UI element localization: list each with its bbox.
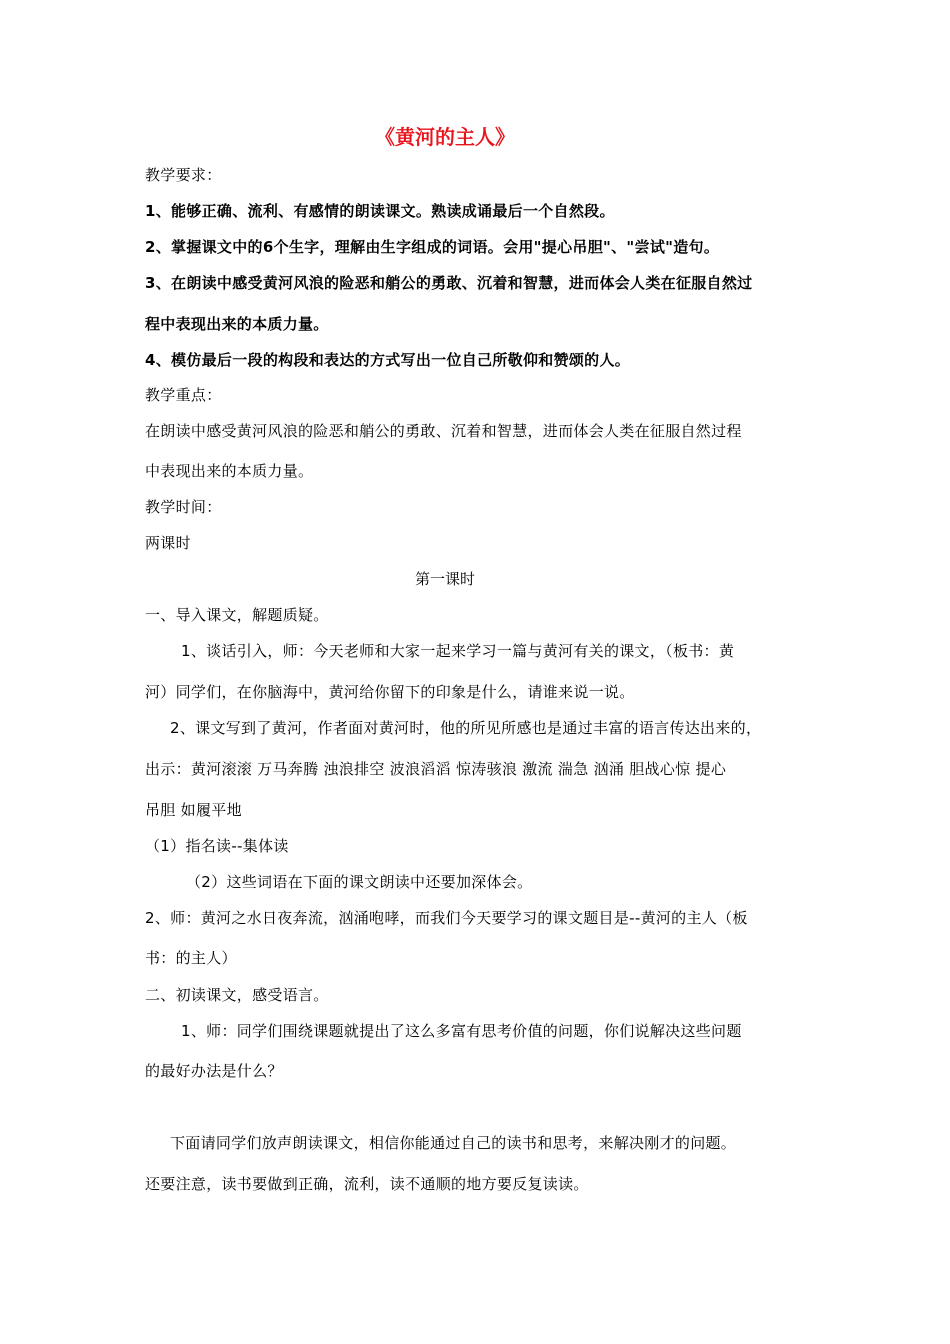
focus-line: 中表现出来的本质力量。 xyxy=(145,462,314,480)
paragraph-line: 还要注意，读书要做到正确，流利，读不通顺的地方要反复读读。 xyxy=(145,1175,589,1193)
section-heading: 二、初读课文，感受语言。 xyxy=(145,986,329,1004)
section-heading: 一、导入课文，解题质疑。 xyxy=(145,606,329,624)
requirement-item: 3、在朗读中感受黄河风浪的险恶和艄公的勇敢、沉着和智慧，进而体会人类在征服自然过 xyxy=(145,274,753,292)
paragraph-line: 书：的主人） xyxy=(145,949,237,967)
paragraph-line: 1、谈话引入，师：今天老师和大家一起来学习一篇与黄河有关的课文，（板书：黄 xyxy=(181,642,735,660)
time-value: 两课时 xyxy=(145,534,191,552)
focus-line: 在朗读中感受黄河风浪的险恶和艄公的勇敢、沉着和智慧，进而体会人类在征服自然过程 xyxy=(145,422,742,440)
paragraph-line: 河）同学们，在你脑海中，黄河给你留下的印象是什么，请谁来说一说。 xyxy=(145,683,635,701)
document-title: 《黄河的主人》 xyxy=(375,125,515,149)
requirement-item: 程中表现出来的本质力量。 xyxy=(145,315,329,333)
requirement-item: 2、掌握课文中的6个生字，理解由生字组成的词语。会用"提心吊胆"、"尝试"造句。 xyxy=(145,238,720,256)
vocab-line: 出示：黄河滚滚 万马奔腾 浊浪排空 波浪滔滔 惊涛骇浪 激流 湍急 汹涌 胆战心惊 提心 xyxy=(145,760,727,778)
paragraph-line: 下面请同学们放声朗读课文，相信你能通过自己的读书和思考，来解决刚才的问题。 xyxy=(170,1134,737,1152)
vocab-line: 吊胆 如履平地 xyxy=(145,801,242,819)
paragraph-line: 1、师：同学们围绕课题就提出了这么多富有思考价值的问题，你们说解决这些问题 xyxy=(181,1022,742,1040)
focus-heading: 教学重点： xyxy=(145,386,222,404)
paragraph-line: 2、师：黄河之水日夜奔流，汹涌咆哮，而我们今天要学习的课文题目是--黄河的主人（板 xyxy=(145,909,748,927)
paragraph-line: （2）这些词语在下面的课文朗读中还要加深体会。 xyxy=(186,873,533,891)
lesson-heading: 第一课时 xyxy=(414,570,475,588)
time-heading: 教学时间： xyxy=(145,498,222,516)
requirement-item: 4、模仿最后一段的构段和表达的方式写出一位自己所敬仰和赞颂的人。 xyxy=(145,351,631,369)
requirements-heading: 教学要求： xyxy=(145,166,222,184)
paragraph-line: 的最好办法是什么？ xyxy=(145,1062,283,1080)
requirement-item: 1、能够正确、流利、有感情的朗读课文。熟读成诵最后一个自然段。 xyxy=(145,202,615,220)
paragraph-line: （1）指名读--集体读 xyxy=(145,837,289,855)
paragraph-line: 2、课文写到了黄河，作者面对黄河时，他的所见所感也是通过丰富的语言传达出来的， xyxy=(170,719,762,737)
